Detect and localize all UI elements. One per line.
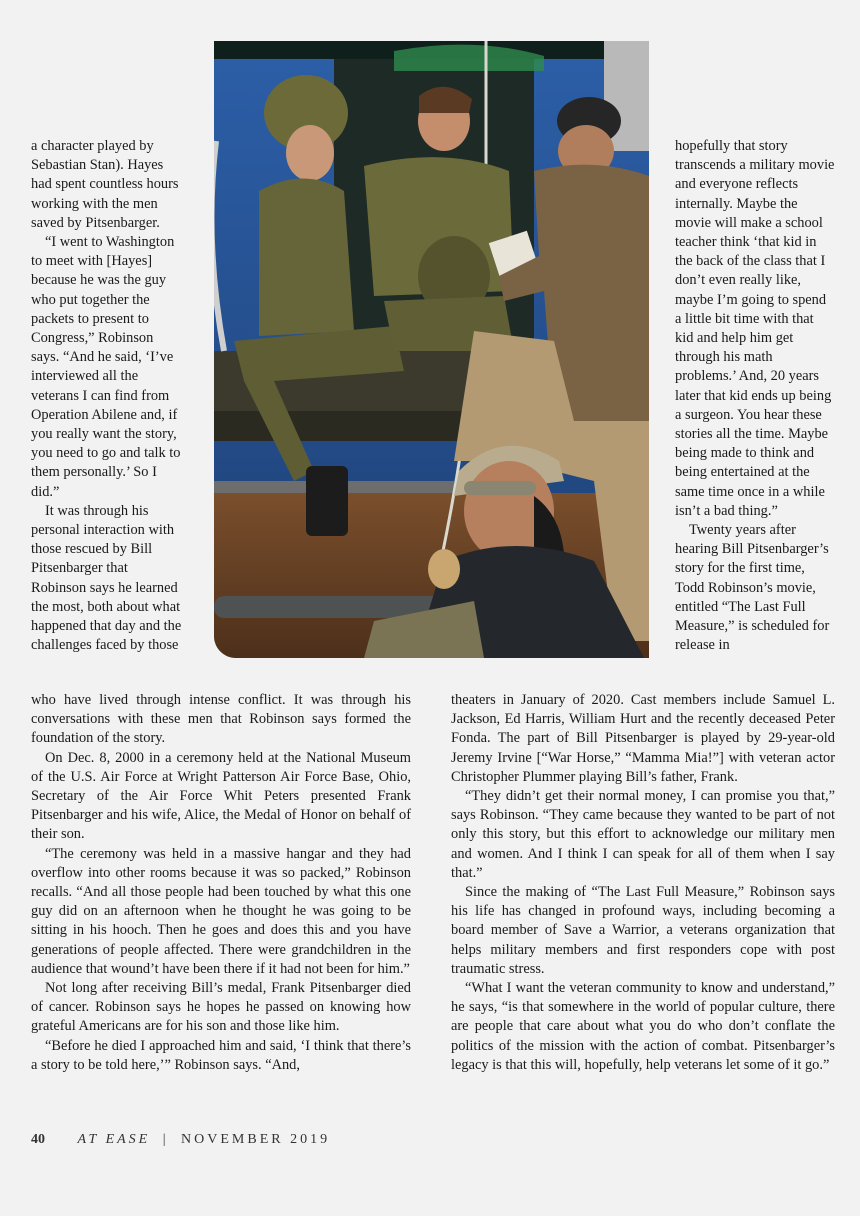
paragraph: who have lived through intense conflict. It was through his conversations with these men that Robinson says formed the foundation of the story. (31, 692, 411, 747)
page-number: 40 (31, 1132, 45, 1147)
paragraph: a character played by Sebastian Stan). Hayes had spent countless hours working with the men saved by Pitsenbarger. (31, 138, 179, 231)
article-column-left-upper (31, 137, 183, 655)
page-footer (31, 1132, 531, 1152)
paragraph: “What I want the veteran community to know and understand,” he says, “is that somewhere in the world of popular culture, there are people that care about what you do who don’t conflate the politics of the mission with the action of combat. Pitsenbarger’s legacy is that this will, hopefully, help veterans let some of it go.” (451, 980, 835, 1073)
paragraph: “They didn’t get their normal money, I can promise you that,” says Robinson. “They came because they wanted to be part of not only this story, but this effort to acknowledge our military men and women. And I think I can speak for all of them when I say that.” (451, 788, 835, 881)
paragraph: Twenty years after hearing Bill Pitsenbarger’s story for the first time, Todd Robinson’s movie, entitled “The Last Full Measure,” is scheduled for release in (675, 522, 830, 654)
paragraph: “The ceremony was held in a massive hangar and they had overflow into other rooms because it was so packed,” Robinson recalls. “And all those people had been touched by what this one guy did on an afternoon when he thought he was going to be sitting in his hooch. Then he goes and does this and you have generations of people affected. There were grandchildren in the audience that wound’t have been there if it had not been for him.” (31, 845, 411, 977)
article-column-left-lower (31, 691, 411, 1075)
paragraph: hopefully that story transcends a military movie and everyone reflects internally. Maybe the movie will make a school teacher think ‘that kid in the back of the class that I don’t even really like, maybe I’m going to spend a little bit time with that kid and help him get through his math problems.’ And, 20 years later that kid ends up being a surgeon. You hear these stories all the time. Maybe being made to think and being entertained at the same time once in a while isn’t a bad thing.” (675, 138, 835, 519)
paragraph: “I went to Washington to meet with [Hayes] because he was the guy who put together the packets to present to Congress,” Robinson says. “And he said, ‘I’ve interviewed all the veterans I can find from Operation Abilene and, if you really want the story, you need to go and talk to them personally.’ So I did.” (31, 234, 181, 500)
footer-separator: | (162, 1132, 169, 1147)
paragraph: theaters in January of 2020. Cast members include Samuel L. Jackson, Ed Harris, William Hurt and the recently deceased Peter Fonda. The part of Bill Pitsenbarger is played by 29-year-old Jeremy Irvine [“War Horse,” “Mamma Mia!”] with veteran actor Christopher Plummer playing Bill’s father, Frank. (451, 692, 835, 785)
paragraph: “Before he died I approached him and said, ‘I think that there’s a story to be told here,’” Robinson says. “And, (31, 1037, 411, 1073)
issue-date: NOVEMBER 2019 (181, 1132, 331, 1147)
article-column-right-upper (675, 137, 835, 655)
paragraph: On Dec. 8, 2000 in a ceremony held at the National Museum of the U.S. Air Force at Wright Patterson Air Force Base, Ohio, Secretary of the Air Force Whit Peters presented Frank Pitsenbarger and his wife, Alice, the Medal of Honor on behalf of their son. (31, 749, 411, 843)
film-set-photo (214, 41, 649, 658)
magazine-title: AT EASE (77, 1132, 151, 1147)
paragraph: Not long after receiving Bill’s medal, Frank Pitsenbarger died of cancer. Robinson says he hopes he passed on knowing how grateful Americans are for his son and those like him. (31, 980, 411, 1035)
photo-illustration (214, 41, 649, 658)
article-column-right-lower (451, 691, 835, 1075)
paragraph: Since the making of “The Last Full Measure,” Robinson says his life has changed in profound ways, including becoming a board member of Save a Warrior, a veterans organization that helps military members and first responders cope with post traumatic stress. (451, 884, 835, 977)
paragraph: It was through his personal interaction with those rescued by Bill Pitsenbarger that Robinson says he learned the most, both about what happened that day and the challenges faced by those (31, 502, 182, 654)
